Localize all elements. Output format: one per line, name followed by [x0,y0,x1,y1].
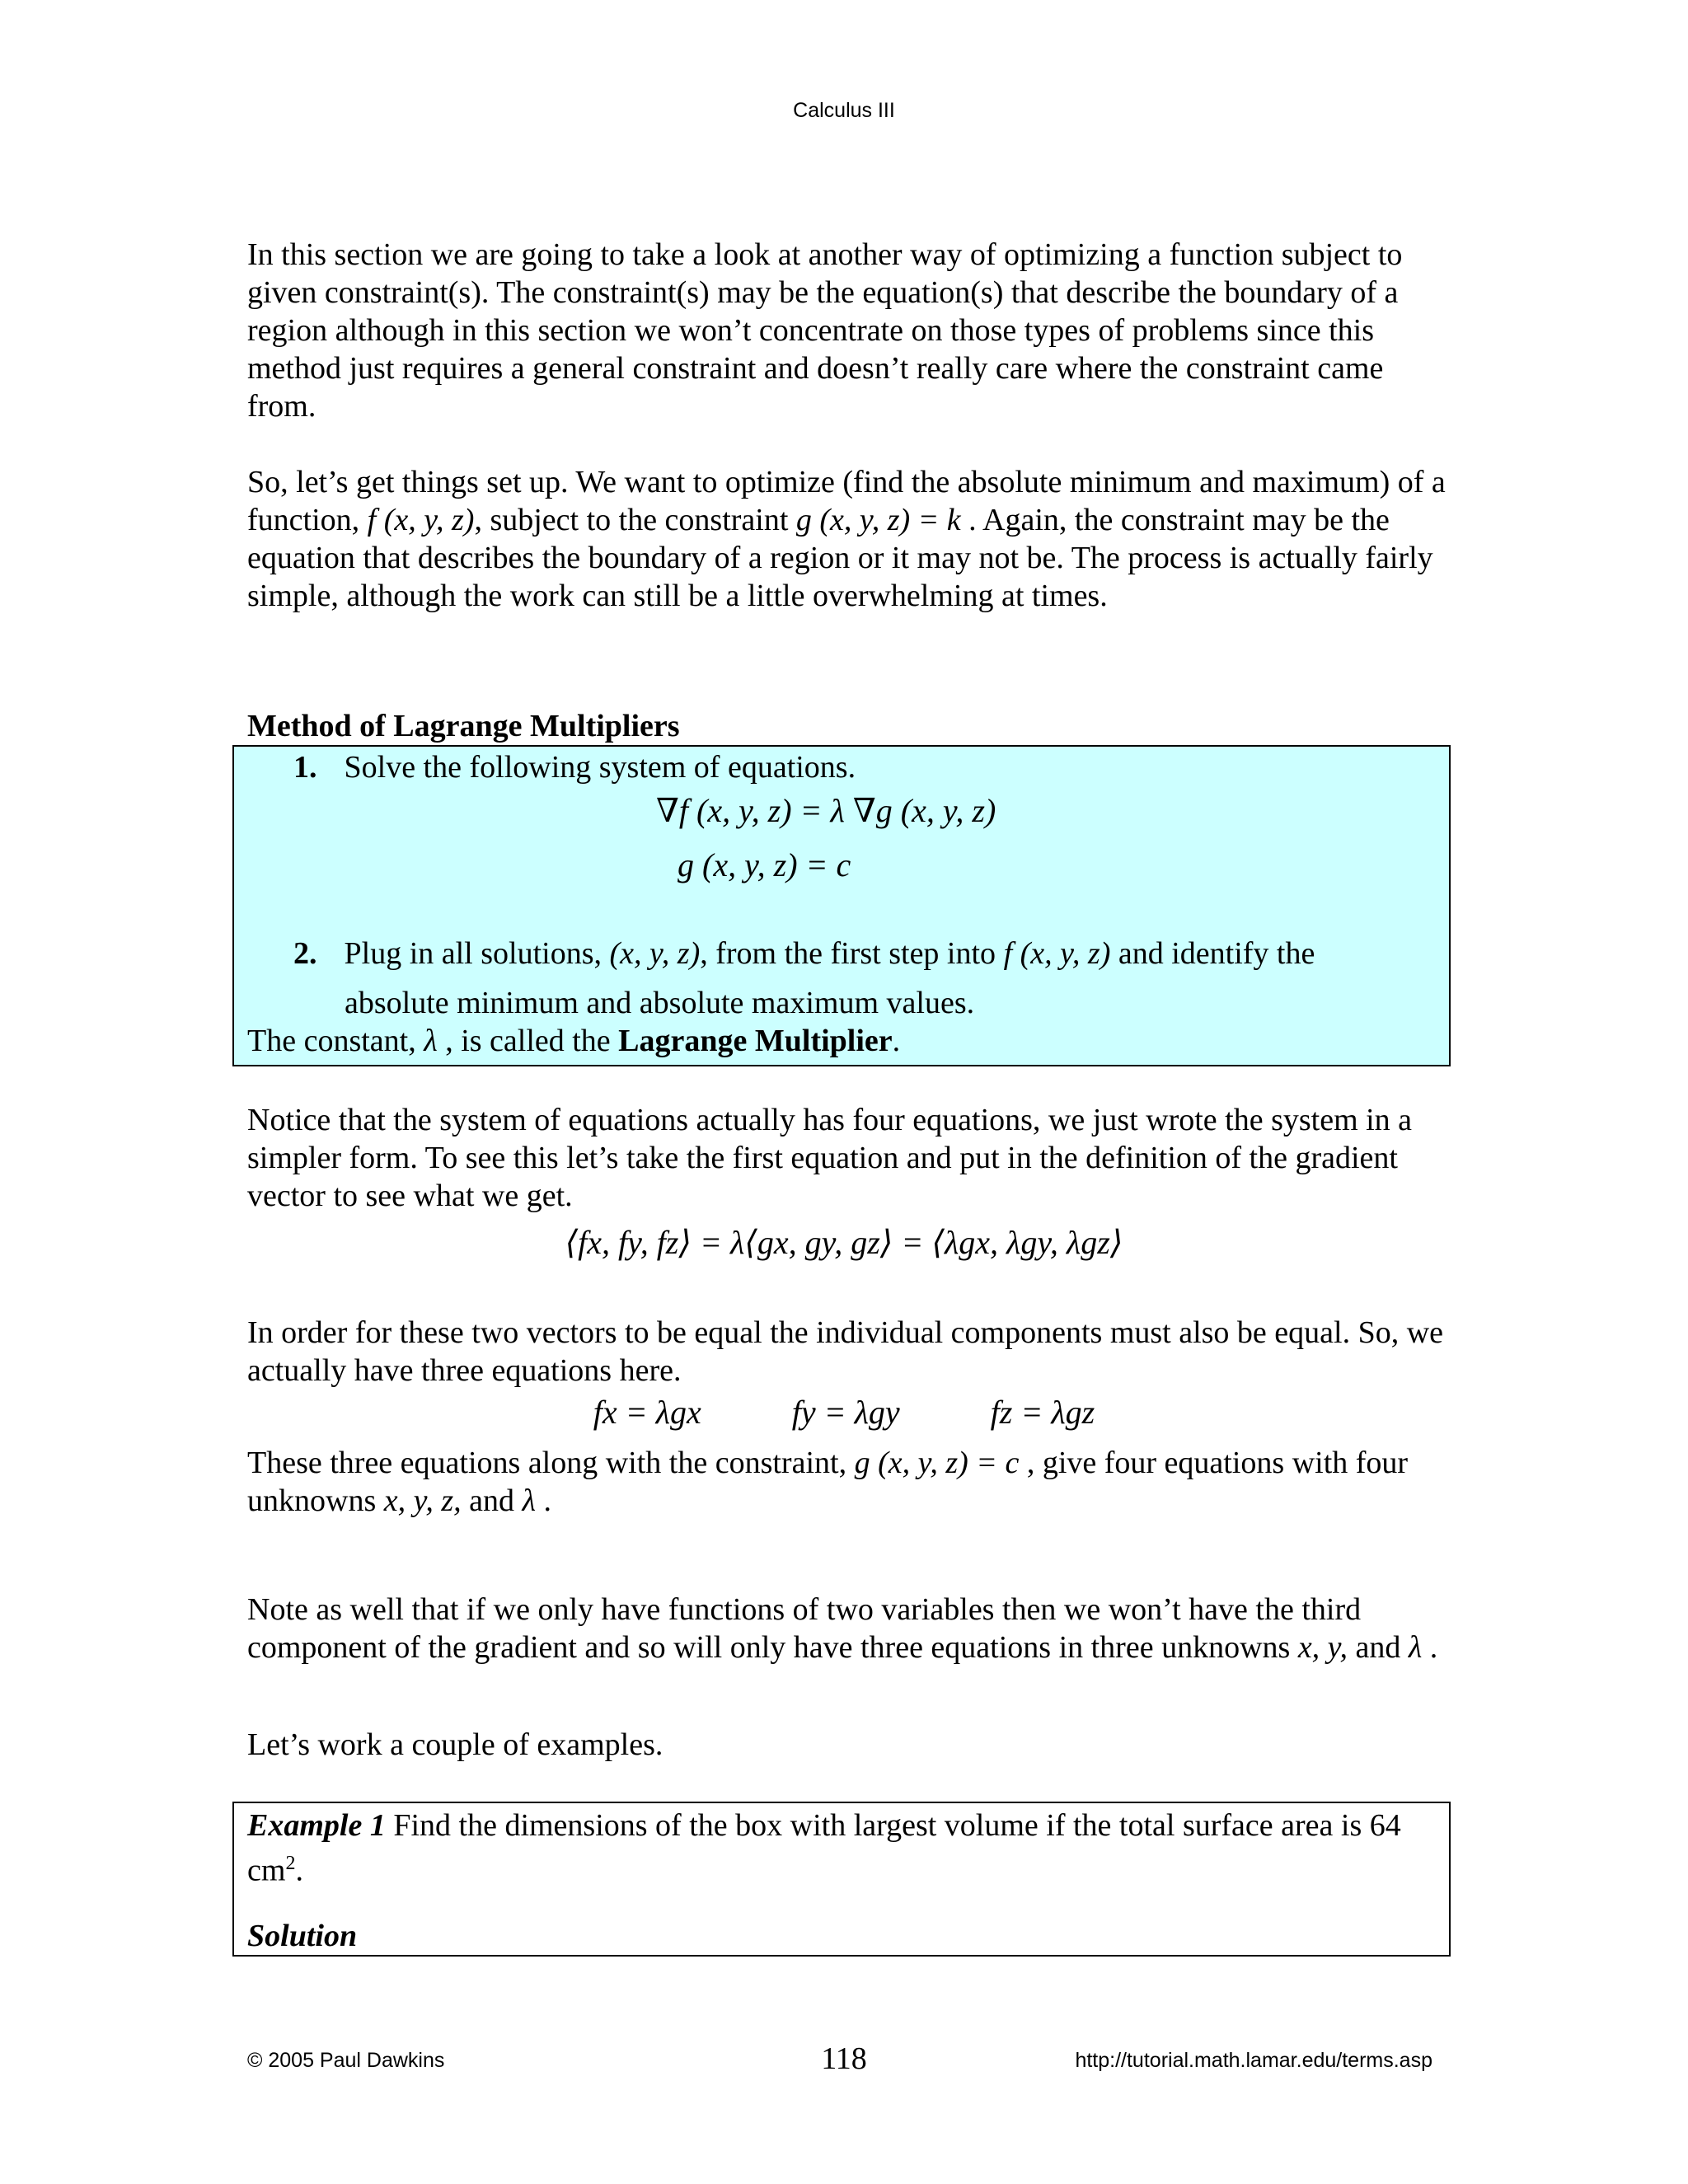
two-variables-paragraph [247,1591,1451,1666]
constant-text-a: The constant, [247,1024,424,1058]
method-box [232,745,1451,1066]
solution-label: Solution [247,1919,358,1953]
component-equations [0,1393,1688,1432]
example-1-label: Example 1 [247,1808,386,1843]
these-vars: x, y, z, [383,1483,462,1518]
step-2-number: 2. [293,936,317,971]
step-2-point: (x, y, z) [609,936,701,971]
step-1-number: 1. [293,750,317,785]
equation-gradient: ∇f (x, y, z) = λ ∇g (x, y, z) [656,792,996,829]
setup-text-a: So, let’s get things set up. We want to optimize (find the absolute minimum and maximum) of a function, [247,465,1446,537]
page-header: Calculus III [793,99,895,122]
example-1-superscript: 2 [285,1853,296,1874]
step-1-text: Solve the following system of equations. [344,750,856,785]
note-text-b: and [1347,1630,1409,1665]
setup-text-b: , subject to the constraint [474,503,796,537]
step-2-text-c: and identify the [1110,936,1315,971]
equation-y: fy = λgy [791,1394,900,1431]
these-text-b: , give four equations with four unknowns [247,1446,1409,1518]
these-text-d: . [536,1483,552,1518]
note-lambda: λ [1408,1630,1423,1665]
method-heading: Method of Lagrange Multipliers [247,709,680,743]
lagrange-multiplier-term: Lagrange Multiplier [618,1024,893,1058]
example-1-period: . [295,1853,303,1888]
lagrange-constant-line [247,1022,900,1060]
footer-copyright: © 2005 Paul Dawkins [247,2049,445,2072]
intro-paragraph: In this section we are going to take a look at another way of optimizing a function subject to given constraint(s). The constraint(s) may be the equation(s) that describe the boundary of a region although in this section we won’t concentrate on those types of problems since this method just requires a general constraint and doesn’t really care where the constraint came from. [247,237,1403,424]
equation-constraint: g (x, y, z) = c [678,846,851,883]
setup-text-c: . Again, the constraint may be the equation that describes the boundary of a region or it may not be. The process is actually fairly simple, although the work can still be a little overwhelming at times. [247,503,1433,613]
four-equations-paragraph [247,1444,1451,1520]
step-2-text-b: , from the first step into [700,936,1004,971]
example-1-box [232,1802,1451,1957]
equation-x: fx = λgx [593,1394,701,1431]
these-text-c: and [461,1483,523,1518]
example-1-statement [247,1807,1434,1890]
note-text-a: Note as well that if we only have functions of two variables then we won’t have the third component of the gradient and so will only have three equations in three unknowns [247,1592,1362,1665]
examples-intro: Let’s work a couple of examples. [247,1727,663,1762]
lambda-symbol: λ [424,1024,438,1058]
constant-text-b: , is called the [437,1024,619,1058]
equation-z: fz = λgz [990,1394,1095,1431]
note-vars: x, y, [1297,1630,1348,1665]
step-2-line-2: absolute minimum and absolute maximum values. [345,986,975,1020]
these-text-a: These three equations along with the constraint, [247,1446,855,1480]
step-2-function: f (x, y, z) [1003,936,1111,971]
setup-function: f (x, y, z) [367,503,475,537]
footer-url[interactable]: http://tutorial.math.lamar.edu/terms.asp [1075,2049,1432,2072]
example-1-text: Find the dimensions of the box with largest volume if the total surface area is 64 cm [247,1808,1401,1888]
notice-paragraph: Notice that the system of equations actually has four equations, we just wrote the system in a simpler form. To see this let’s take the first equation and put in the definition of the gradient vector to see what we get. [247,1103,1413,1213]
step-2-text-a: Plug in all solutions, [344,936,610,971]
constant-text-c: . [892,1024,901,1058]
step-1 [293,748,856,786]
these-constraint: g (x, y, z) = c [854,1446,1020,1480]
order-paragraph: In order for these two vectors to be equal the individual components must also be equal. So, we actually have three equations here. [247,1315,1444,1388]
setup-constraint: g (x, y, z) = k [795,503,961,537]
vector-equation: ⟨fx, fy, fz⟩ = λ⟨gx, gy, gz⟩ = ⟨λgx, λgy, λgz⟩ [565,1224,1123,1261]
step-2 [293,935,1315,972]
setup-paragraph [247,463,1451,615]
these-lambda: λ [522,1483,537,1518]
footer-page-number: 118 [821,2041,867,2076]
note-text-c: . [1422,1630,1438,1665]
